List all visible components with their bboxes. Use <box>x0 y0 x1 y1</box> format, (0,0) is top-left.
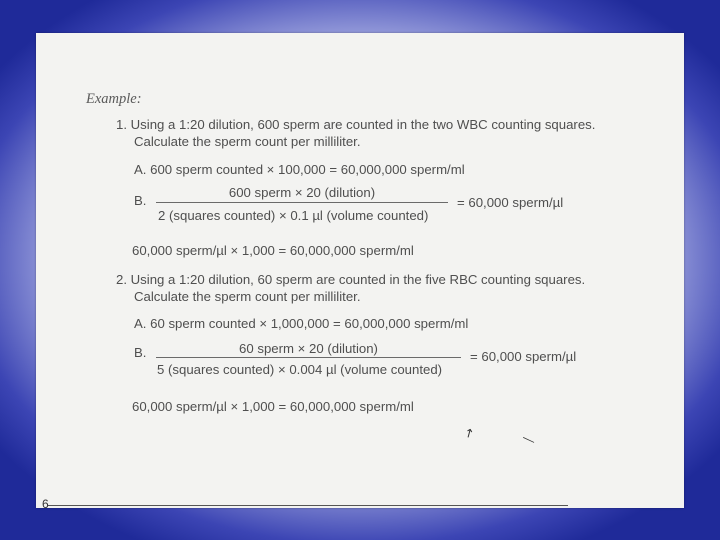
problem1-final: 60,000 sperm/µl × 1,000 = 60,000,000 sperm/ml <box>132 243 414 258</box>
problem1-fraction-bar <box>156 202 448 203</box>
problem2-step-a: A. 60 sperm counted × 1,000,000 = 60,000,000 sperm/ml <box>134 316 469 331</box>
problem2-line2: Calculate the sperm count per milliliter. <box>134 289 361 304</box>
problem2-b-numerator: 60 sperm × 20 (dilution) <box>239 341 378 356</box>
footer-rule <box>48 505 568 506</box>
problem1-b-denominator: 2 (squares counted) × 0.1 µl (volume counted) <box>158 208 429 223</box>
problem1-b-numerator: 600 sperm × 20 (dilution) <box>228 185 376 200</box>
scan-mark-arrow: ↗ <box>461 424 477 442</box>
problem2-b-result: = 60,000 sperm/µl <box>470 349 577 364</box>
problem1-step-a: A. 600 sperm counted × 100,000 = 60,000,000 sperm/ml <box>134 162 465 177</box>
problem2-line1: 2. Using a 1:20 dilution, 60 sperm are counted in the five RBC counting squares. <box>116 272 586 287</box>
problem2-fraction-bar <box>156 357 461 358</box>
problem2-b-denominator: 5 (squares counted) × 0.004 µl (volume counted) <box>157 362 443 377</box>
problem1-line2: Calculate the sperm count per milliliter. <box>134 134 361 149</box>
problem2-final: 60,000 sperm/µl × 1,000 = 60,000,000 sperm/ml <box>132 399 414 414</box>
slide-number: 6 <box>42 497 49 511</box>
scan-mark-dash: — <box>520 430 538 448</box>
problem2-b-label: B. <box>134 345 147 360</box>
problem1-b-label: B. <box>134 193 147 208</box>
example-heading: Example: <box>86 91 142 107</box>
scanned-page <box>36 33 684 508</box>
problem1-line1: 1. Using a 1:20 dilution, 600 sperm are counted in the two WBC counting squares. <box>116 117 596 132</box>
problem1-b-result: = 60,000 sperm/µl <box>457 195 564 210</box>
